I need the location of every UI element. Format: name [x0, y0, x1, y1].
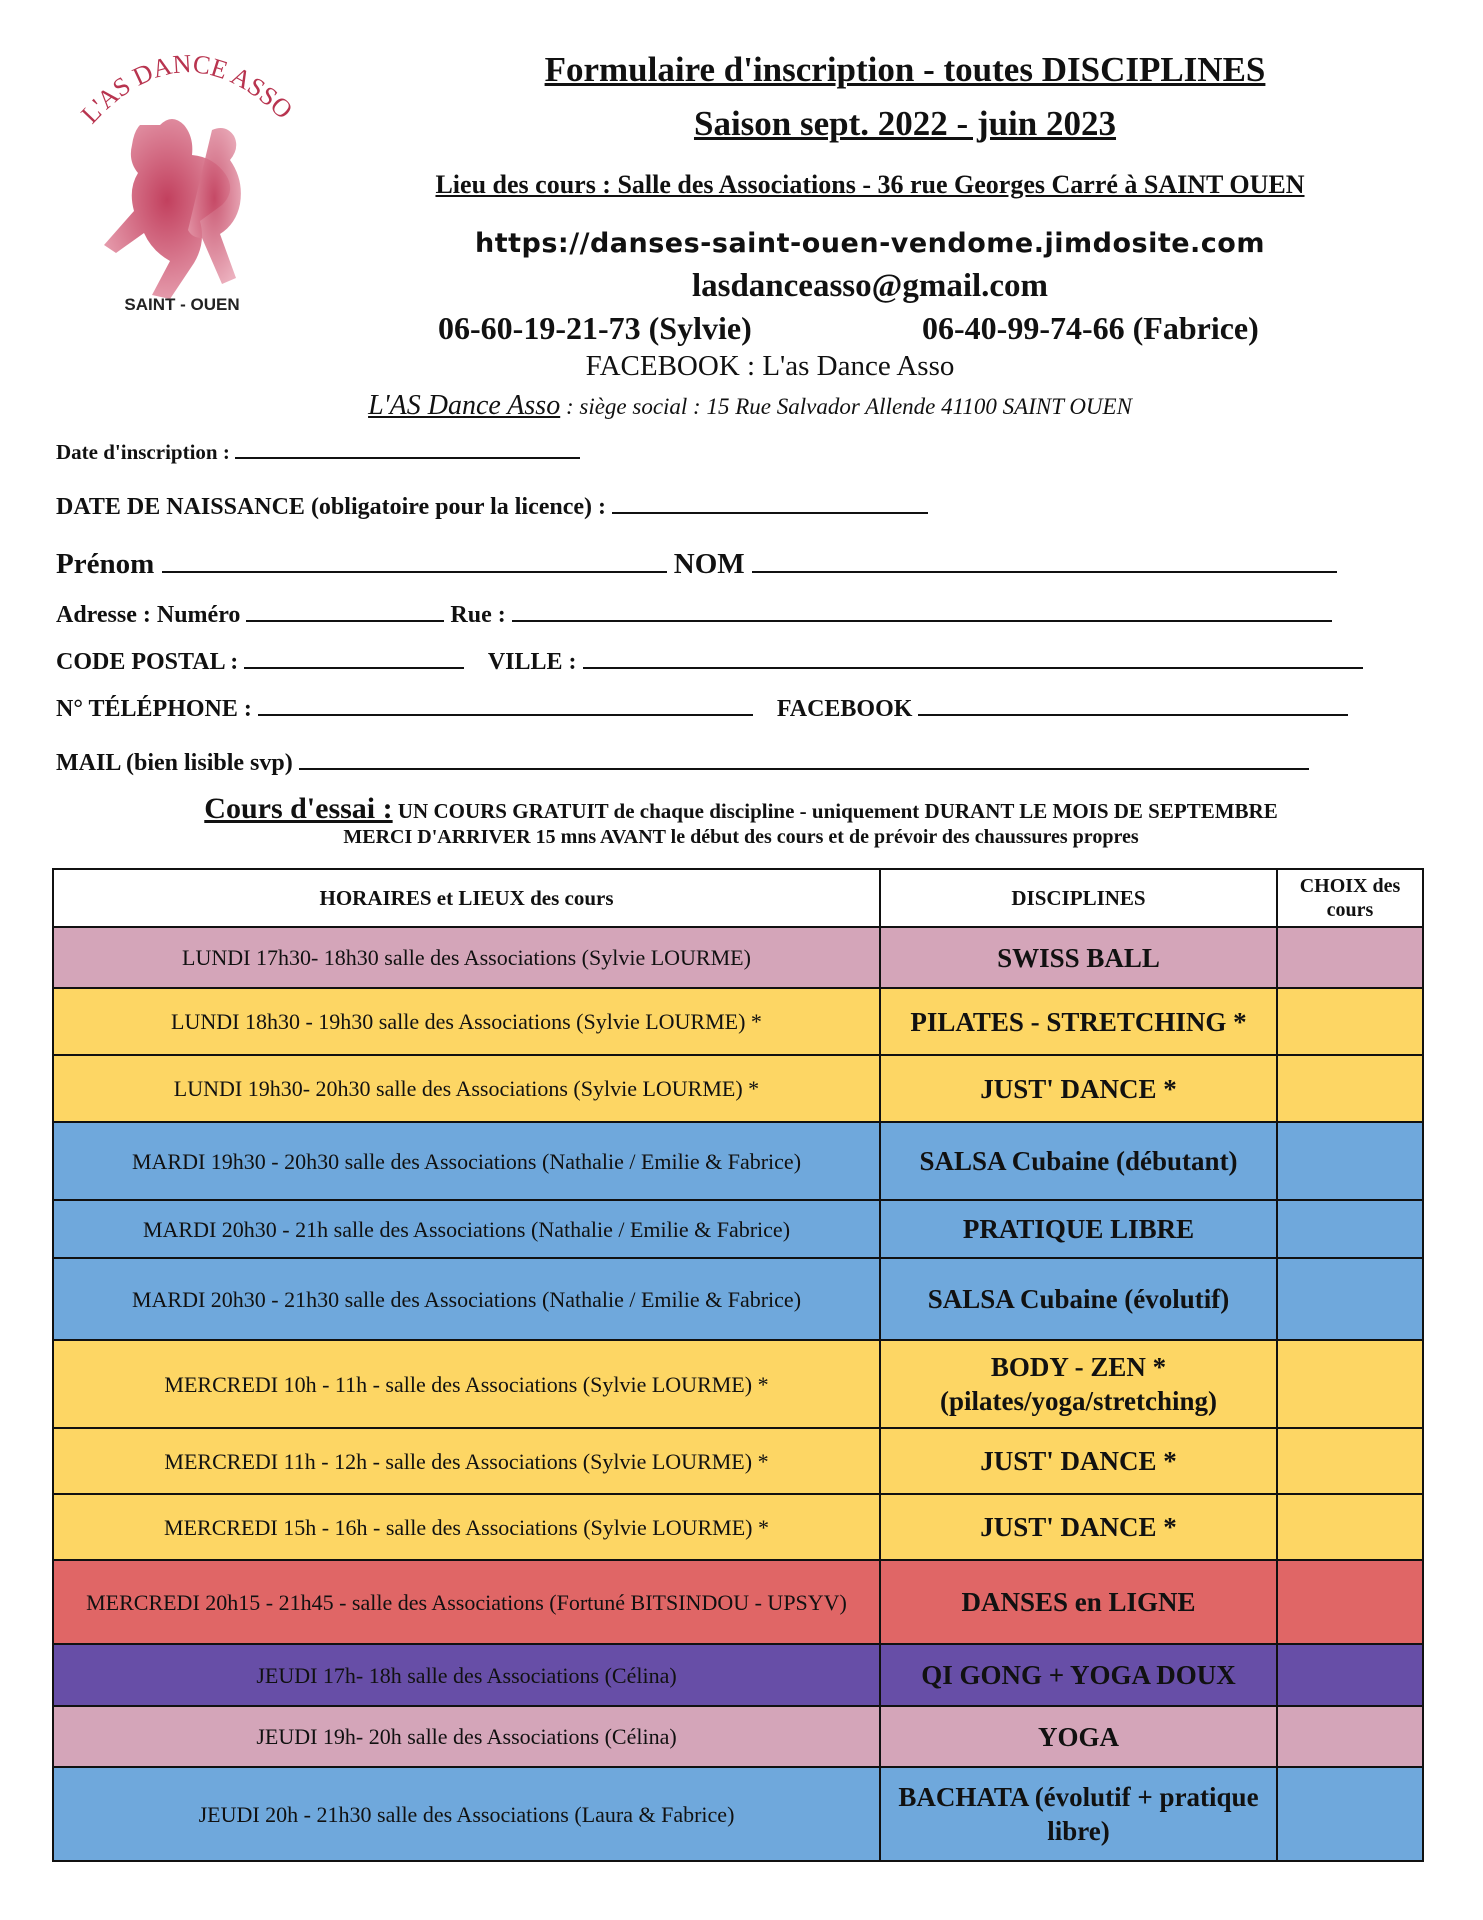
discipline-cell: SALSA Cubaine (évolutif) [880, 1258, 1277, 1340]
table-row [53, 927, 1423, 988]
mail-label: MAIL (bien lisible svp) [56, 750, 293, 776]
date-inscription-field[interactable] [56, 440, 580, 465]
name-field-row[interactable] [56, 548, 1337, 581]
schedule-cell: JEUDI 19h- 20h salle des Associations (Célina) [53, 1706, 880, 1767]
table-row [53, 1055, 1423, 1122]
ville-blank[interactable] [583, 666, 1363, 669]
numero-label: Adresse : Numéro [56, 602, 241, 628]
trial-course-note [56, 792, 1426, 826]
nom-blank[interactable] [752, 570, 1337, 573]
website-link[interactable]: https://danses-saint-ouen-vendome.jimdosite.com [475, 228, 1265, 259]
prenom-label: Prénom [56, 548, 155, 580]
trial-course-text: UN COURS GRATUIT de chaque discipline - uniquement DURANT LE MOIS DE SEPTEMBRE [392, 799, 1278, 823]
schedule-cell: LUNDI 19h30- 20h30 salle des Associations (Sylvie LOURME) * [53, 1055, 880, 1122]
choice-cell[interactable] [1277, 927, 1423, 988]
schedule-cell: LUNDI 17h30- 18h30 salle des Associations (Sylvie LOURME) [53, 927, 880, 988]
page-title: Formulaire d'inscription - toutes DISCIPLINES [544, 50, 1266, 89]
facebook-field-label: FACEBOOK [776, 696, 913, 722]
ville-label: VILLE : [487, 649, 577, 675]
birthdate-label: DATE DE NAISSANCE (obligatoire pour la licence) : [56, 494, 607, 520]
choice-cell[interactable] [1277, 1428, 1423, 1494]
mail-blank[interactable] [299, 767, 1309, 770]
telephone-label: N° TÉLÉPHONE : [56, 696, 252, 722]
choice-cell[interactable] [1277, 1560, 1423, 1644]
code-postal-blank[interactable] [244, 666, 464, 669]
choice-cell[interactable] [1277, 1706, 1423, 1767]
birthdate-blank[interactable] [612, 511, 928, 514]
schedule-cell: MARDI 20h30 - 21h30 salle des Associations (Nathalie / Emilie & Fabrice) [53, 1258, 880, 1340]
choice-cell[interactable] [1277, 1258, 1423, 1340]
schedule-cell: MERCREDI 10h - 11h - salle des Associations (Sylvie LOURME) * [53, 1340, 880, 1428]
telephone-blank[interactable] [258, 713, 753, 716]
numero-blank[interactable] [246, 619, 444, 622]
mail-field-row[interactable] [56, 750, 1309, 777]
schedule-cell: MERCREDI 11h - 12h - salle des Associations (Sylvie LOURME) * [53, 1428, 880, 1494]
table-row [53, 1122, 1423, 1200]
choice-cell[interactable] [1277, 988, 1423, 1055]
discipline-cell: YOGA [880, 1706, 1277, 1767]
schedule-cell: LUNDI 18h30 - 19h30 salle des Associations (Sylvie LOURME) * [53, 988, 880, 1055]
facebook-page: FACEBOOK : L'as Dance Asso [585, 350, 955, 382]
choice-cell[interactable] [1277, 1122, 1423, 1200]
discipline-cell: JUST' DANCE * [880, 1494, 1277, 1560]
schedule-cell: MERCREDI 15h - 16h - salle des Associations (Sylvie LOURME) * [53, 1494, 880, 1560]
choice-cell[interactable] [1277, 1340, 1423, 1428]
course-location: Lieu des cours : Salle des Associations - 36 rue Georges Carré à SAINT OUEN [435, 170, 1305, 199]
table-row [53, 1706, 1423, 1767]
rue-blank[interactable] [512, 619, 1332, 622]
table-row [53, 1200, 1423, 1258]
address-field-row[interactable] [56, 602, 1332, 629]
discipline-cell: JUST' DANCE * [880, 1055, 1277, 1122]
rue-label: Rue : [450, 602, 506, 628]
phone-sylvie: 06-60-19-21-73 (Sylvie) [438, 310, 752, 346]
discipline-cell: DANSES en LIGNE [880, 1560, 1277, 1644]
table-row [53, 1428, 1423, 1494]
association-logo [62, 30, 302, 330]
schedule-cell: MARDI 20h30 - 21h salle des Associations (Nathalie / Emilie & Fabrice) [53, 1200, 880, 1258]
table-row [53, 1340, 1423, 1428]
phone-field-row[interactable] [56, 696, 1348, 723]
discipline-cell: SALSA Cubaine (débutant) [880, 1122, 1277, 1200]
registered-office [250, 390, 1250, 422]
choice-cell[interactable] [1277, 1200, 1423, 1258]
choice-cell[interactable] [1277, 1055, 1423, 1122]
birthdate-field[interactable] [56, 494, 928, 521]
city-field-row[interactable] [56, 649, 1363, 676]
arrival-note: MERCI D'ARRIVER 15 mns AVANT le début des cours et de prévoir des chaussures propres [343, 826, 1139, 848]
discipline-cell: JUST' DANCE * [880, 1428, 1277, 1494]
schedule-cell: JEUDI 17h- 18h salle des Associations (Célina) [53, 1644, 880, 1706]
email-link[interactable]: lasdanceasso@gmail.com [691, 268, 1049, 304]
discipline-cell: BODY - ZEN * (pilates/yoga/stretching) [880, 1340, 1277, 1428]
schedule-table [52, 868, 1424, 1862]
discipline-cell: PRATIQUE LIBRE [880, 1200, 1277, 1258]
nom-label: NOM [673, 548, 745, 580]
schedule-cell: JEUDI 20h - 21h30 salle des Associations (Laura & Fabrice) [53, 1767, 880, 1861]
table-header-row [53, 869, 1423, 927]
schedule-cell: MARDI 19h30 - 20h30 salle des Associations (Nathalie / Emilie & Fabrice) [53, 1122, 880, 1200]
logo-city-text: SAINT - OUEN [124, 295, 240, 314]
prenom-blank[interactable] [162, 570, 667, 573]
choice-cell[interactable] [1277, 1644, 1423, 1706]
table-row [53, 1258, 1423, 1340]
trial-course-label: Cours d'essai : [204, 792, 393, 825]
organization-name: L'AS Dance Asso [368, 390, 561, 421]
table-row [53, 1494, 1423, 1560]
discipline-cell: SWISS BALL [880, 927, 1277, 988]
discipline-cell: QI GONG + YOGA DOUX [880, 1644, 1277, 1706]
season-title: Saison sept. 2022 - juin 2023 [693, 104, 1117, 143]
office-address: : siège social : 15 Rue Salvador Allende 41100 SAINT OUEN [560, 394, 1132, 419]
schedule-cell: MERCREDI 20h15 - 21h45 - salle des Associations (Fortuné BITSINDOU - UPSYV) [53, 1560, 880, 1644]
table-row [53, 1644, 1423, 1706]
header-choix: CHOIX des cours [1277, 869, 1423, 927]
discipline-cell: PILATES - STRETCHING * [880, 988, 1277, 1055]
header-horaires: HORAIRES et LIEUX des cours [53, 869, 880, 927]
table-row [53, 1767, 1423, 1861]
discipline-cell: BACHATA (évolutif + pratique libre) [880, 1767, 1277, 1861]
choice-cell[interactable] [1277, 1767, 1423, 1861]
date-inscription-blank[interactable] [235, 456, 580, 459]
table-row [53, 988, 1423, 1055]
code-postal-label: CODE POSTAL : [56, 649, 239, 675]
logo-lettering: L'AS DANCE ASSO [75, 49, 299, 129]
facebook-blank[interactable] [918, 713, 1348, 716]
table-row [53, 1560, 1423, 1644]
choice-cell[interactable] [1277, 1494, 1423, 1560]
date-inscription-label: Date d'inscription : [56, 440, 230, 464]
phone-fabrice: 06-40-99-74-66 (Fabrice) [922, 310, 1259, 346]
header-disciplines: DISCIPLINES [880, 869, 1277, 927]
